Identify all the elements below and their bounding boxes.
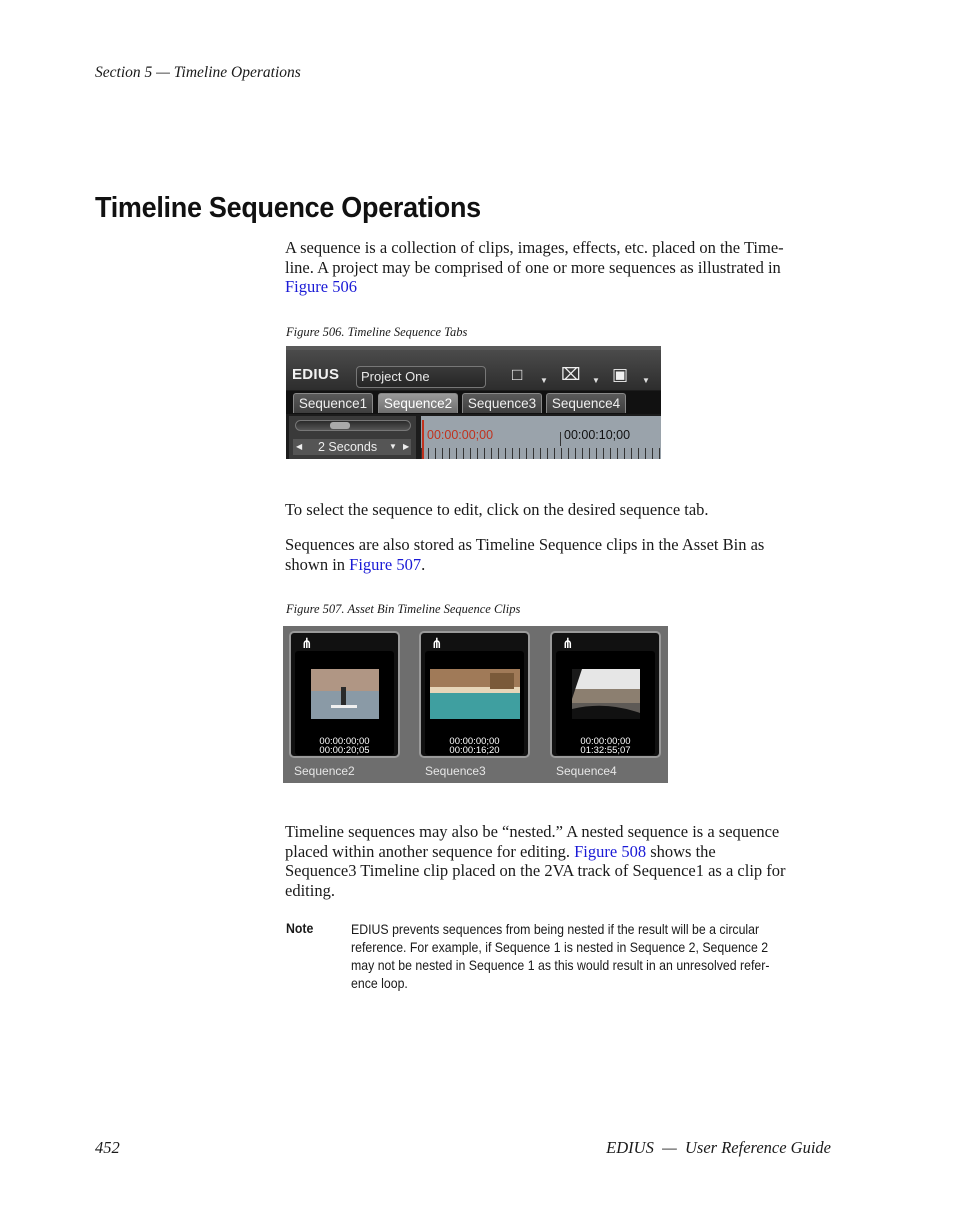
slider-thumb[interactable]: [330, 422, 350, 429]
figure-507-asset-bin: [283, 626, 668, 783]
save-icon[interactable]: ▣: [612, 365, 629, 384]
intro-line-1: A sequence is a collection of clips, images, effects, etc. placed on the Time-: [285, 238, 784, 257]
ruler-ticks: [421, 448, 661, 459]
note-line-1: EDIUS prevents sequences from being nested if the result will be a circular: [351, 921, 760, 937]
tab-sequence1[interactable]: Sequence1: [293, 393, 373, 413]
note-line-3: may not be nested in Sequence 1 as this would result in an unresolved refer-: [351, 957, 770, 973]
dropdown-arrow-icon[interactable]: ▼: [592, 376, 600, 385]
tab-sequence2[interactable]: Sequence2: [378, 393, 458, 413]
nested-paragraph: [285, 822, 833, 900]
figure-506-screenshot: [286, 346, 661, 459]
note-line-2: reference. For example, if Sequence 1 is nested in Sequence 2, Sequence 2: [351, 939, 769, 955]
intro-line-2: line. A project may be comprised of one or more sequences as illustrated in: [285, 257, 781, 277]
clip-timecode-in: 00:00:00;00: [319, 736, 370, 747]
sequence-tab-bar: [286, 391, 661, 414]
nested-line-3: Sequence3 Timeline clip placed on the 2VA track of Sequence1 as a clip for: [285, 861, 786, 880]
nested-line-2-end: shows the: [646, 841, 716, 861]
sequence-clip-card[interactable]: [289, 631, 400, 758]
clip-timecode-out: 00:00:20;05: [319, 745, 370, 756]
figure-507-link[interactable]: Figure 507: [349, 554, 422, 574]
note-line-4: ence loop.: [351, 975, 408, 991]
intro-paragraph: [285, 238, 833, 297]
stored-paragraph: [285, 535, 833, 574]
timescale-dropdown[interactable]: [293, 439, 411, 455]
clip-timecode-in: 00:00:00;00: [580, 736, 631, 747]
nested-line-2-start: placed within another sequence for editing.: [285, 841, 575, 861]
timeline-zoom-slider[interactable]: [295, 420, 411, 431]
ruler-timecode-mark: 00:00:10;00: [564, 428, 631, 442]
clip-name: Sequence4: [556, 764, 617, 778]
export-icon[interactable]: ⌧: [561, 365, 581, 384]
dropdown-arrow-icon[interactable]: ▼: [540, 376, 548, 385]
new-file-icon[interactable]: □: [512, 365, 523, 384]
sequence-clip-icon: ⋔: [562, 635, 574, 651]
right-arrow-icon[interactable]: ▶: [403, 442, 410, 451]
nested-line-1: Timeline sequences may also be “nested.” A nested sequence is a sequence: [285, 822, 780, 841]
running-head: Section 5 — Timeline Operations: [95, 64, 301, 81]
edius-logo: EDIUS: [292, 366, 340, 383]
clip-thumbnail-image: [311, 669, 379, 719]
select-paragraph: To select the sequence to edit, click on the desired sequence tab.: [285, 500, 709, 519]
clip-thumbnail-image: [430, 669, 520, 719]
stored-line-2-start: shown in: [285, 554, 350, 574]
tab-sequence4[interactable]: Sequence4: [546, 393, 626, 413]
figure-506-link[interactable]: Figure 506: [285, 277, 357, 296]
figure-506-caption: Figure 506. Timeline Sequence Tabs: [286, 325, 468, 339]
ruler-major-tick: [560, 432, 561, 446]
current-timecode: 00:00:00;00: [427, 428, 494, 442]
sequence-clip-card[interactable]: [419, 631, 530, 758]
clip-timecode-out: 01:32:55;07: [580, 745, 631, 756]
nested-line-4: editing.: [285, 880, 335, 900]
clip-timecode-in: 00:00:00;00: [449, 736, 500, 747]
clip-thumbnail-image: [572, 669, 640, 719]
tab-sequence3[interactable]: Sequence3: [462, 393, 542, 413]
section-title: Timeline Sequence Operations: [95, 192, 481, 224]
clip-name: Sequence3: [425, 764, 486, 778]
guide-title: EDIUS — User Reference Guide: [606, 1138, 831, 1157]
timeline-ruler[interactable]: [421, 416, 661, 459]
note-label: Note: [286, 920, 314, 936]
dropdown-arrow-icon[interactable]: ▼: [642, 376, 650, 385]
edius-toolbar: [286, 346, 661, 390]
sequence-clip-icon: ⋔: [431, 635, 443, 651]
clip-timecode-out: 00:00:16;20: [449, 745, 500, 756]
timeline-scale-controls: [289, 416, 416, 459]
chevron-down-icon[interactable]: ▼: [389, 442, 397, 451]
sequence-clip-card[interactable]: [550, 631, 661, 758]
figure-507-caption: Figure 507. Asset Bin Timeline Sequence Clips: [286, 602, 521, 616]
project-name-field[interactable]: Project One: [356, 366, 486, 388]
stored-line-1: Sequences are also stored as Timeline Sequence clips in the Asset Bin as: [285, 535, 765, 554]
sequence-clip-icon: ⋔: [301, 635, 313, 651]
figure-508-link[interactable]: Figure 508: [574, 841, 647, 861]
note-text: [351, 920, 821, 992]
timescale-value: 2 Seconds: [318, 440, 378, 454]
page-number: 452: [95, 1138, 120, 1157]
clip-name: Sequence2: [294, 764, 355, 778]
left-arrow-icon[interactable]: ◀: [296, 442, 303, 451]
stored-line-2-end: .: [421, 554, 426, 574]
